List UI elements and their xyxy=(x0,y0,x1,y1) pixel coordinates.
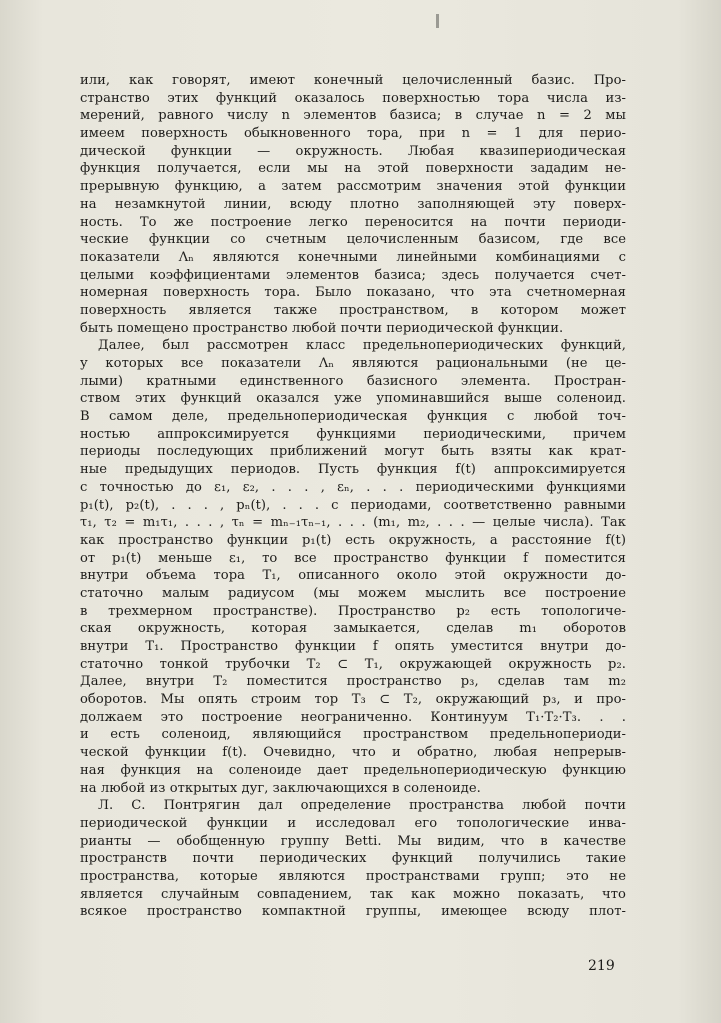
text-line: ческие функции со счетным целочисленным базисом, где все xyxy=(80,232,626,248)
text-line: Далее, внутри T₂ поместится пространство p₃, сделав там m₂ xyxy=(80,674,626,690)
text-line: странство этих функций оказалось поверхностью тора числа из- xyxy=(80,90,626,106)
text-line: лыми) кратными единственного базисного элемента. Простран- xyxy=(80,373,626,389)
text-line: ческой функции f(t). Очевидно, что и обратно, любая непрерыв- xyxy=(80,745,626,761)
text-line: как пространство функции p₁(t) есть окружность, а расстояние f(t) xyxy=(80,532,626,548)
scan-mark xyxy=(436,14,439,28)
text-line: периодической функции и исследовал его топологические инва- xyxy=(80,815,626,831)
text-line: имеем поверхность обыкновенного тора, при n = 1 для перио- xyxy=(80,126,626,142)
text-line: внутри T₁. Пространство функции f опять уместится внутри до- xyxy=(80,639,626,654)
text-line: периоды последующих приближений могут быть взяты как крат- xyxy=(80,444,626,460)
text-line: рианты — обобщенную группу Betti. Мы видим, что в качестве xyxy=(80,833,626,849)
text-line: у которых все показатели Λₙ являются рациональными (не це- xyxy=(80,356,626,371)
text-line: ская окружность, которая замыкается, сделав m₁ оборотов xyxy=(80,621,626,637)
text-line: с точностью до ε₁, ε₂, . . . , εₙ, . . . периодическими функциями xyxy=(80,479,626,495)
text-line: ством этих функций оказался уже упоминавшийся выше соленоид. xyxy=(80,391,626,407)
text-line: быть помещено пространство любой почти периодической функции. xyxy=(80,320,564,336)
text-line: τ₁, τ₂ = m₁τ₁, . . . , τₙ = mₙ₋₁τₙ₋₁, . . . (m₁, m₂, . . . — целые числа). Так xyxy=(80,515,626,531)
text-line: целыми коэффициентами элементов базиса; здесь получается счет- xyxy=(80,267,626,283)
text-line: всякое пространство компактной группы, имеющее всюду плот- xyxy=(80,904,626,920)
text-line: пространства, которые являются пространствами групп; это не xyxy=(80,868,626,884)
text-line: прерывную функцию, а затем рассмотрим значения этой функции xyxy=(80,179,626,195)
text-line: в трехмерном пространстве). Пространство p₂ есть топологиче- xyxy=(80,603,626,619)
text-line: статочно малым радиусом (мы можем мыслить все построение xyxy=(80,585,626,601)
text-line: В самом деле, предельнопериодическая функция с любой точ- xyxy=(80,409,626,425)
text-line: Далее, был рассмотрен класс предельнопериодических функций, xyxy=(98,338,626,354)
text-line: поверхность является также пространством, в котором может xyxy=(80,302,626,318)
text-line: на незамкнутой линии, всюду плотно заполняющей эту поверх- xyxy=(80,196,626,212)
text-line: номерная поверхность тора. Было показано, что эта счетномерная xyxy=(80,285,626,301)
text-line: или, как говорят, имеют конечный целочисленный базис. Про- xyxy=(80,73,626,88)
text-line: ная функция на соленоиде дает предельнопериодическую функцию xyxy=(80,762,626,778)
text-line: мерений, равного числу n элементов базиса; в случае n = 2 мы xyxy=(80,108,626,124)
text-line: внутри объема тора T₁, описанного около этой окружности до- xyxy=(80,568,626,584)
text-line: ные предыдущих периодов. Пусть функция f(t) аппроксимируется xyxy=(80,462,626,478)
text-line: Л. С. Понтрягин дал определение пространства любой почти xyxy=(98,798,626,814)
page-number: 219 xyxy=(588,958,615,974)
text-line: и есть соленоид, являющийся пространством предельнопериоди- xyxy=(80,727,626,743)
text-line: на любой из открытых дуг, заключающихся в соленоиде. xyxy=(80,780,481,796)
text-line: должаем это построение неограниченно. Континуум T₁·T₂·T₃. . . xyxy=(80,709,626,725)
text-line: статочно тонкой трубочки T₂ ⊂ T₁, окружающей окружность p₂. xyxy=(80,656,626,672)
body-text xyxy=(80,72,626,921)
text-line: p₁(t), p₂(t), . . . , pₙ(t), . . . с периодами, соответственно равными xyxy=(80,497,626,513)
text-line: ность. То же построение легко переносится на почти периоди- xyxy=(80,214,626,230)
text-line: пространств почти периодических функций получились такие xyxy=(80,851,626,867)
text-line: дической функции — окружность. Любая квазипериодическая xyxy=(80,143,626,159)
text-line: от p₁(t) меньше ε₁, то все пространство функции f поместится xyxy=(80,550,626,566)
text-line: ностью аппроксимируется функциями периодическими, причем xyxy=(80,426,626,442)
text-line: является случайным совпадением, так как можно показать, что xyxy=(80,886,626,902)
text-line: функция получается, если мы на этой поверхности зададим не- xyxy=(80,161,626,177)
text-line: оборотов. Мы опять строим тор T₃ ⊂ T₂, окружающий p₃, и про- xyxy=(80,692,626,708)
text-line: показатели Λₙ являются конечными линейными комбинациями с xyxy=(80,249,626,265)
